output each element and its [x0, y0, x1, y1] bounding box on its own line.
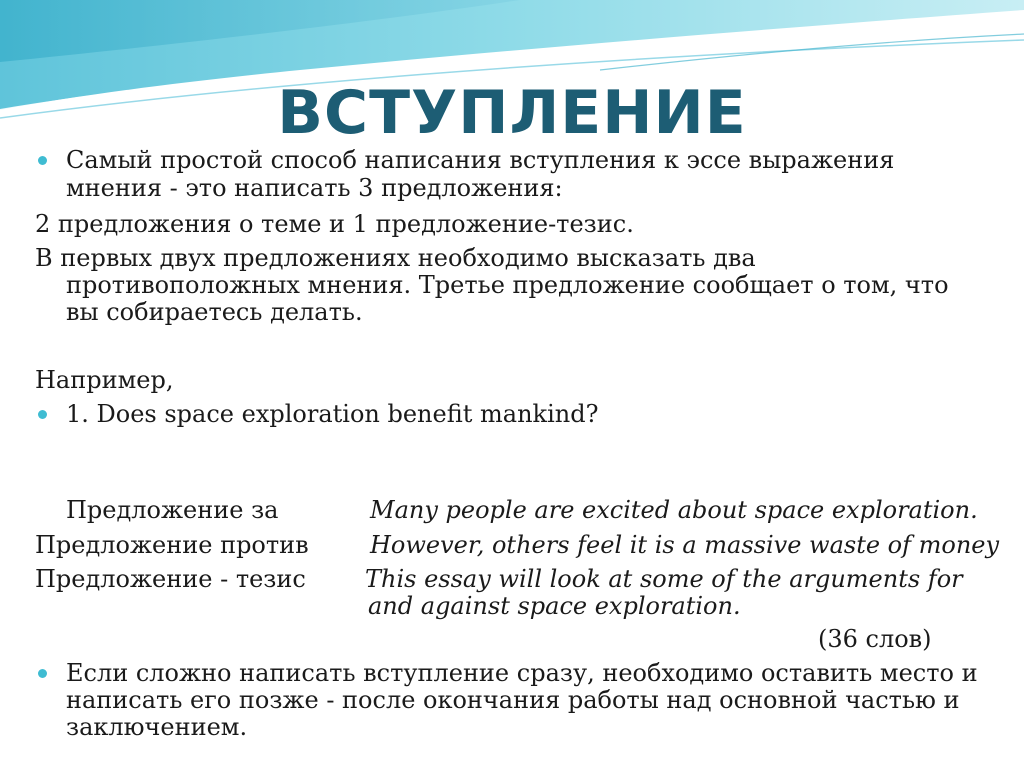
paragraph-6-line-2: написать его позже - после окончания работы над основной частью и [66, 686, 960, 714]
example-label-thesis: Предложение - тезис [35, 565, 306, 593]
bullet-icon [38, 669, 47, 678]
example-text-against: However, others feel it is a massive waste of money [370, 531, 1000, 559]
paragraph-example-intro: Например, [35, 366, 174, 394]
paragraph-1-line-2: мнения - это написать 3 предложения: [66, 174, 563, 202]
example-text-thesis-line-2: and against space exploration. [368, 592, 741, 620]
paragraph-2: 2 предложения о теме и 1 предложение-тезис. [35, 210, 634, 238]
bullet-icon [38, 410, 47, 419]
paragraph-3-line-1: В первых двух предложениях необходимо высказать два [35, 244, 756, 272]
bullet-icon [38, 156, 47, 165]
slide-title: ВСТУПЛЕНИЕ [277, 78, 747, 148]
example-question: 1. Does space exploration benefit mankind? [66, 400, 599, 428]
example-label-against: Предложение против [35, 531, 309, 559]
example-label-for: Предложение за [66, 496, 279, 524]
example-text-thesis-line-1: This essay will look at some of the arguments for [365, 565, 963, 593]
example-text-for: Many people are excited about space exploration. [370, 496, 978, 524]
word-count: (36 слов) [818, 625, 932, 653]
paragraph-6-line-3: заключением. [66, 713, 248, 741]
paragraph-6-line-1: Если сложно написать вступление сразу, необходимо оставить место и [66, 659, 978, 687]
paragraph-3-line-3: вы собираетесь делать. [66, 298, 363, 326]
paragraph-3-line-2: противоположных мнения. Третье предложение сообщает о том, что [66, 271, 949, 299]
paragraph-1-line-1: Самый простой способ написания вступления к эссе выражения [66, 146, 895, 174]
